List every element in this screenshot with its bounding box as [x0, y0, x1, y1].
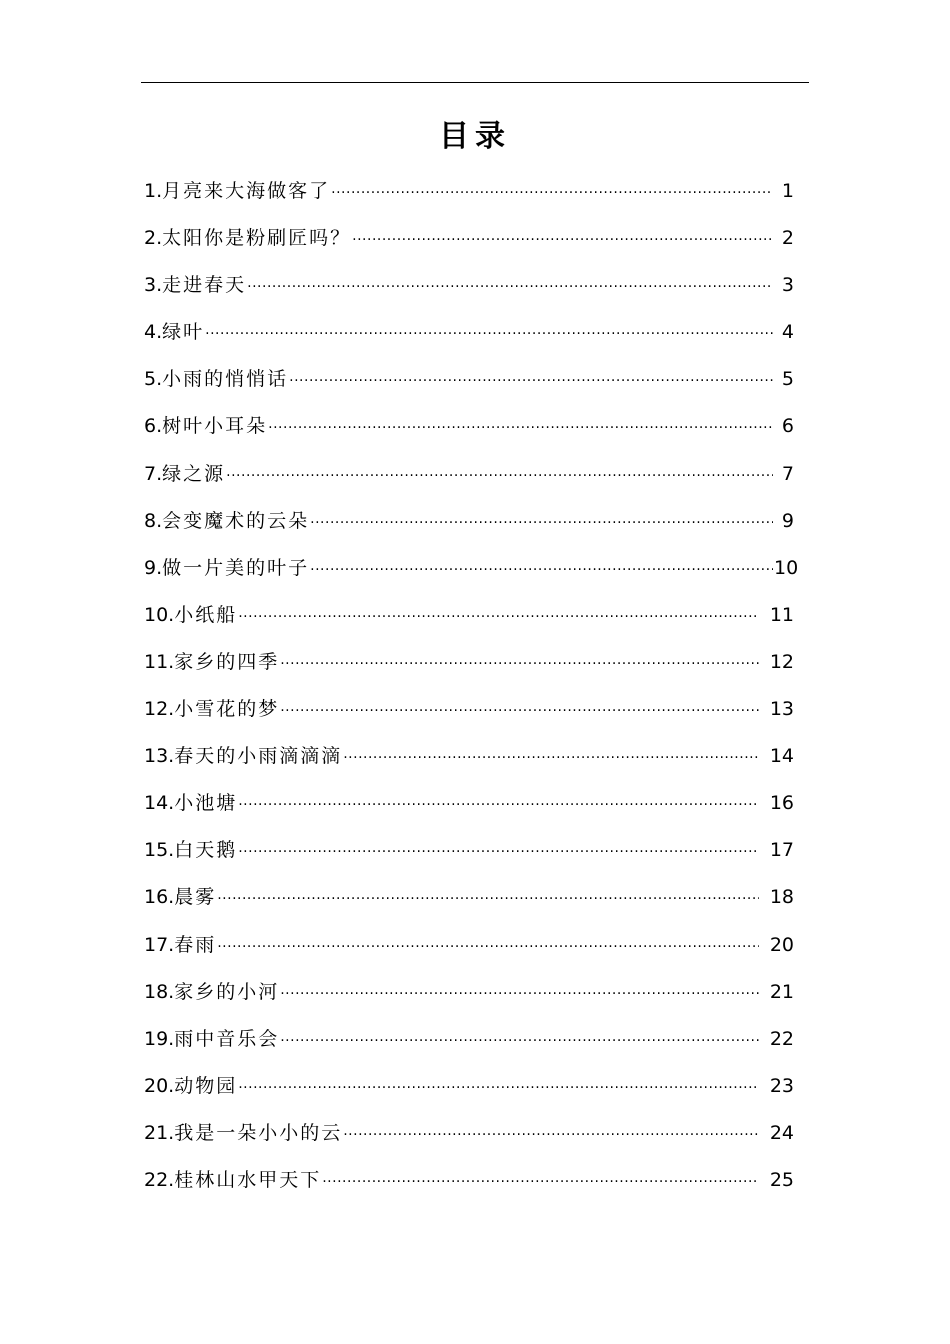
toc-entry-page-number: 11: [769, 603, 794, 626]
toc-entry-number: 4.: [144, 321, 163, 344]
toc-dot-leader: [205, 311, 773, 358]
toc-entry-page-number: 16: [769, 792, 794, 815]
toc-entry-page-number: 3: [781, 274, 794, 297]
toc-dot-leader: [238, 829, 759, 876]
toc-entry-number: 5.: [144, 368, 163, 391]
toc-dot-leader: [238, 594, 759, 641]
toc-entry-title: 树叶小耳朵: [162, 415, 268, 438]
toc-entry[interactable]: [144, 215, 794, 262]
toc-entry-page-number: 7: [781, 462, 794, 485]
toc-entry[interactable]: [144, 874, 794, 921]
toc-entry-page-number: 25: [769, 1168, 794, 1191]
toc-entry[interactable]: [144, 733, 794, 780]
toc-entry-title: 月亮来大海做客了: [162, 180, 331, 202]
toc-dot-leader: [343, 735, 759, 782]
toc-entry-page-number: 2: [781, 227, 794, 250]
toc-entry[interactable]: [144, 1016, 794, 1063]
toc-entry[interactable]: [144, 592, 794, 639]
toc-entry[interactable]: [144, 498, 794, 545]
toc-entry-page-number: 13: [769, 698, 794, 721]
toc-entry[interactable]: [144, 309, 794, 356]
toc-entry-title: 动物园: [174, 1074, 238, 1097]
toc-entry[interactable]: [144, 639, 794, 686]
toc-dot-leader: [280, 1018, 759, 1065]
toc-entry-number: 1.: [144, 180, 163, 202]
toc-entry-page-number: 22: [769, 1027, 794, 1050]
toc-entry-page-number: 23: [769, 1074, 794, 1097]
toc-entry[interactable]: [144, 1063, 794, 1110]
toc-entry-page-number: 21: [769, 980, 794, 1003]
toc-entry-page-number: 6: [781, 415, 794, 438]
toc-entry-title: 做一片美的叶子: [162, 556, 310, 579]
toc-dot-leader: [280, 641, 759, 688]
toc-entry-page-number: 20: [769, 933, 794, 956]
toc-entry-page-number: 5: [781, 368, 794, 391]
toc-entry-page-number: 9: [781, 509, 794, 532]
toc-entry-number: 7.: [144, 462, 163, 485]
toc-entry-page-number: 18: [769, 886, 794, 909]
toc-entry-title: 太阳你是粉刷匠吗？: [162, 227, 352, 250]
toc-entry-title: 家乡的小河: [174, 980, 280, 1003]
toc-entry[interactable]: [144, 780, 794, 827]
toc-entry-page-number: 1: [781, 180, 794, 202]
toc-dot-leader: [247, 264, 773, 311]
toc-entry[interactable]: [144, 451, 794, 498]
toc-entry-title: 春雨: [174, 933, 217, 956]
toc-dot-leader: [343, 1112, 759, 1159]
toc-dot-leader: [322, 1159, 759, 1206]
toc-entry-title: 小雪花的梦: [174, 698, 280, 721]
table-of-contents: [144, 168, 799, 1204]
toc-entry[interactable]: [144, 827, 794, 874]
toc-entry[interactable]: [144, 545, 799, 592]
toc-entry-title: 家乡的四季: [174, 650, 280, 673]
toc-entry[interactable]: [144, 686, 794, 733]
toc-dot-leader: [310, 500, 773, 547]
toc-dot-leader: [280, 688, 759, 735]
toc-entry-page-number: 24: [769, 1121, 794, 1144]
toc-entry-title: 走进春天: [162, 274, 247, 297]
toc-entry[interactable]: [144, 168, 794, 215]
toc-entry-title: 小池塘: [174, 792, 238, 815]
toc-dot-leader: [280, 971, 759, 1018]
toc-entry-number: 9.: [144, 556, 163, 579]
toc-entry-number: 3.: [144, 274, 163, 297]
toc-entry-title: 雨中音乐会: [174, 1027, 280, 1050]
toc-entry-number: 2.: [144, 227, 163, 250]
toc-entry-number: 10.: [144, 603, 175, 626]
toc-dot-leader: [289, 358, 773, 405]
toc-dot-leader: [217, 876, 759, 923]
toc-entry-title: 小纸船: [174, 603, 238, 626]
toc-dot-leader: [352, 217, 773, 264]
toc-entry[interactable]: [144, 1157, 794, 1204]
toc-entry-number: 14.: [144, 792, 175, 815]
toc-entry-page-number: 10: [774, 556, 799, 579]
toc-entry[interactable]: [144, 356, 794, 403]
toc-dot-leader: [268, 405, 773, 452]
toc-entry-title: 绿叶: [162, 321, 205, 344]
toc-entry-page-number: 12: [769, 650, 794, 673]
toc-dot-leader: [217, 924, 759, 971]
toc-entry-title: 绿之源: [162, 462, 226, 485]
toc-entry-number: 18.: [144, 980, 175, 1003]
toc-entry-number: 13.: [144, 745, 175, 768]
toc-entry-number: 6.: [144, 415, 163, 438]
toc-entry-title: 晨雾: [174, 886, 217, 909]
toc-entry-number: 15.: [144, 839, 175, 862]
toc-entry-title: 我是一朵小小的云: [174, 1121, 343, 1144]
toc-entry[interactable]: [144, 922, 794, 969]
toc-entry-number: 16.: [144, 886, 175, 909]
toc-entry-title: 会变魔术的云朵: [162, 509, 310, 532]
toc-dot-leader: [238, 1065, 759, 1112]
toc-entry-number: 11.: [144, 650, 175, 673]
page-title: 目录: [439, 119, 511, 154]
toc-dot-leader: [226, 453, 773, 500]
header-rule: [141, 82, 809, 83]
toc-entry-number: 19.: [144, 1027, 175, 1050]
toc-dot-leader: [310, 547, 773, 594]
toc-entry-number: 22.: [144, 1168, 175, 1191]
toc-entry[interactable]: [144, 1110, 794, 1157]
toc-dot-leader: [331, 170, 773, 217]
toc-entry-number: 12.: [144, 698, 175, 721]
toc-entry-number: 8.: [144, 509, 163, 532]
toc-entry[interactable]: [144, 969, 794, 1016]
toc-entry-number: 20.: [144, 1074, 175, 1097]
toc-entry-page-number: 4: [781, 321, 794, 344]
toc-entry-page-number: 17: [769, 839, 794, 862]
toc-entry-title: 桂林山水甲天下: [174, 1168, 322, 1191]
toc-entry-number: 21.: [144, 1121, 175, 1144]
toc-entry-title: 小雨的悄悄话: [162, 368, 289, 391]
toc-entry[interactable]: [144, 403, 794, 450]
toc-entry[interactable]: [144, 262, 794, 309]
toc-entry-number: 17.: [144, 933, 175, 956]
toc-entry-title: 白天鹅: [174, 839, 238, 862]
toc-entry-title: 春天的小雨滴滴滴: [174, 745, 343, 768]
toc-dot-leader: [238, 782, 759, 829]
toc-entry-page-number: 14: [769, 745, 794, 768]
